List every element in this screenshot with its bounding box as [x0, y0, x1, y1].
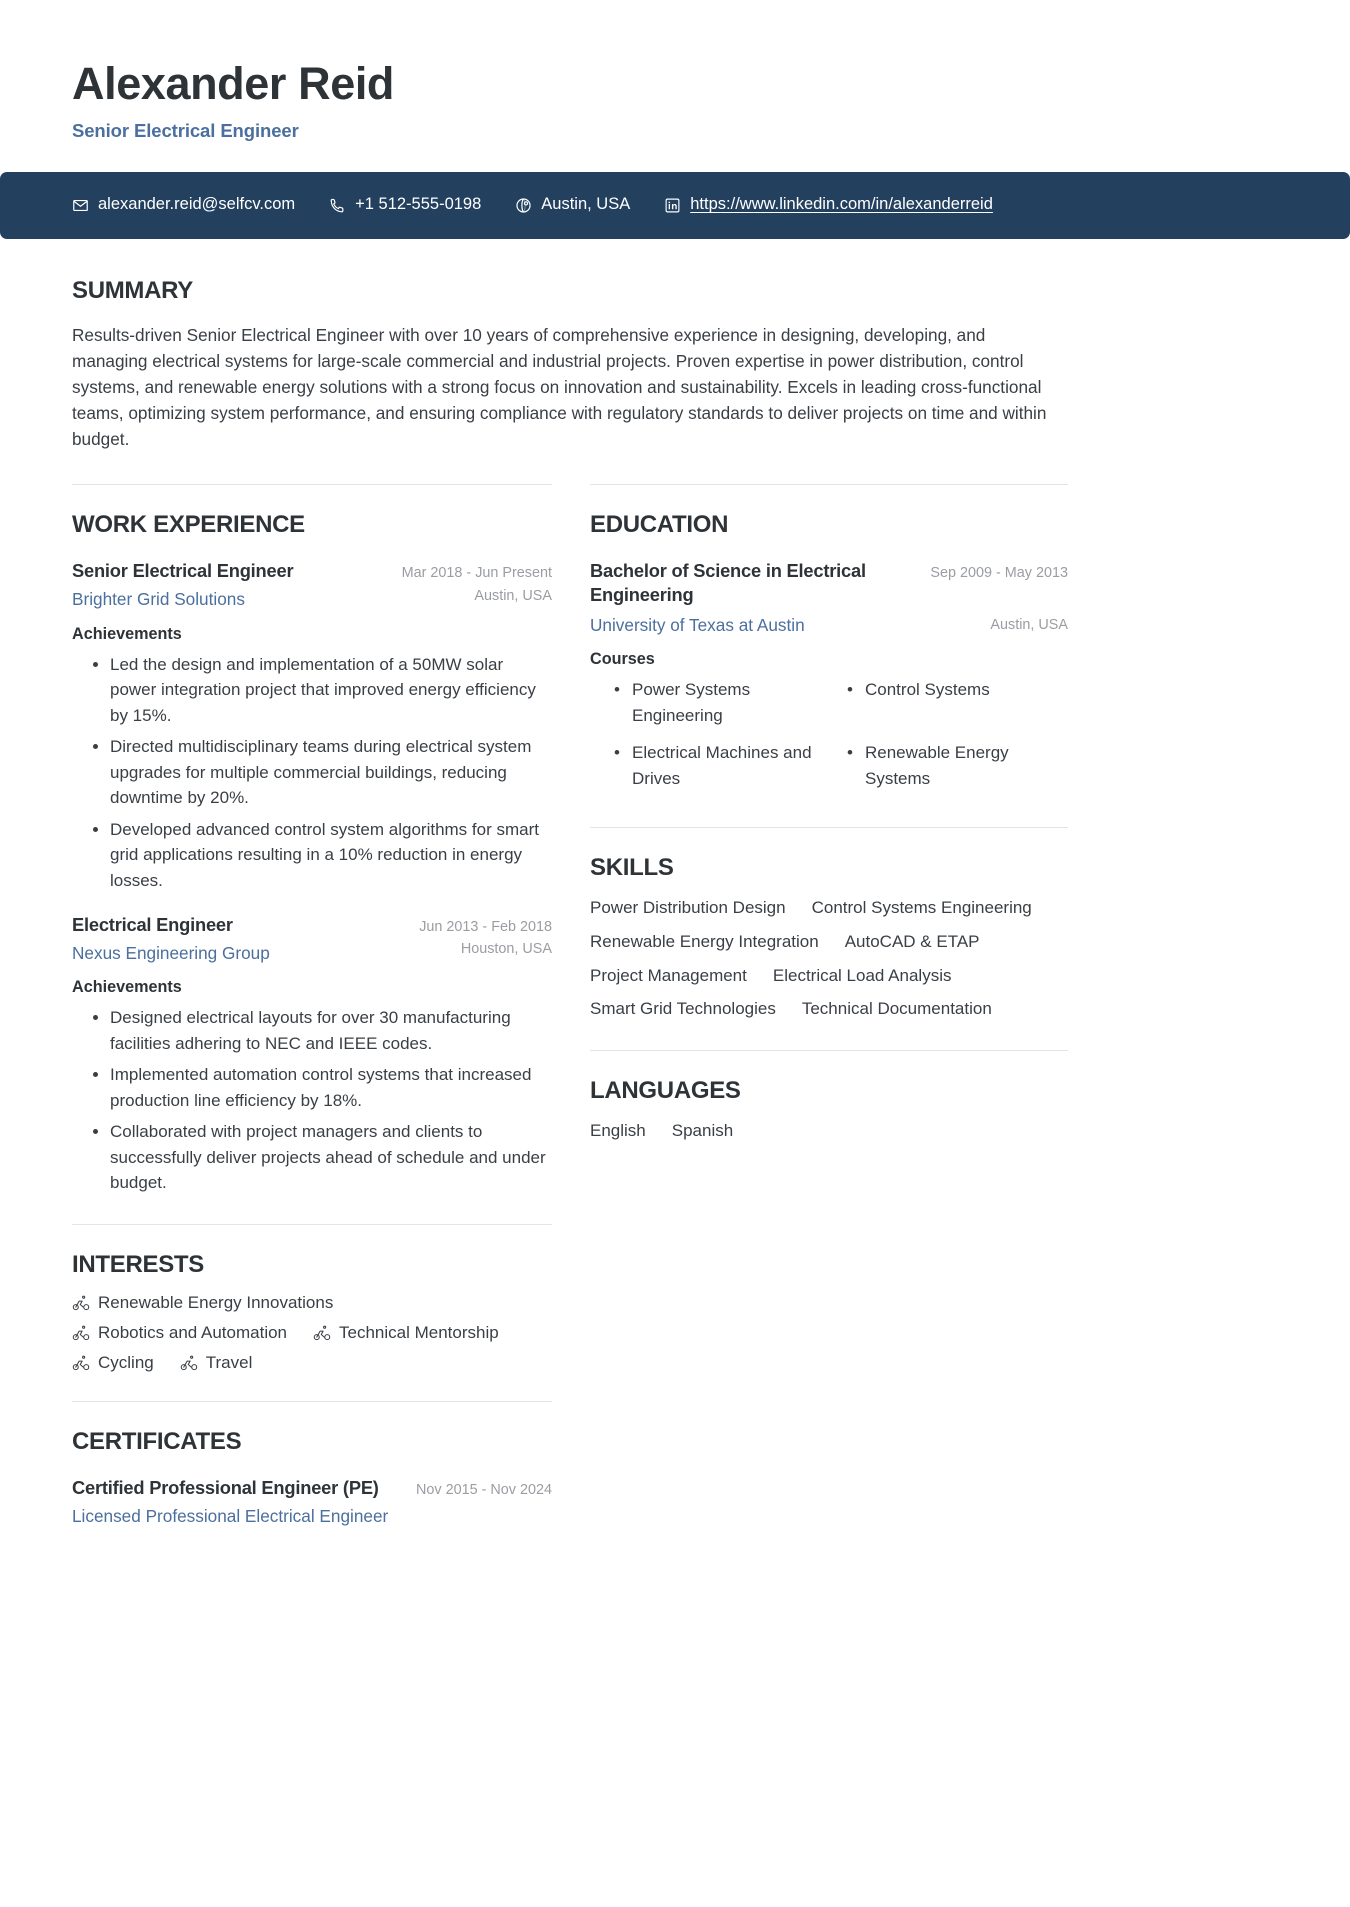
divider — [590, 1050, 1068, 1051]
interests-list — [72, 1293, 542, 1373]
certificate-meta — [416, 1476, 552, 1501]
summary-text: Results-driven Senior Electrical Engineer with over 10 years of comprehensive experience in designing, developing, and managing electrical systems for large-scale commercial and industrial projects. Proven expertise in power distribution, control systems, and renewable energy solutions with a strong focus on innovation and sustainability. Excels in leading cross-functional teams, optimizing system performance, and ensuring compliance with regulatory standards to deliver projects on time and within budget. — [72, 324, 1047, 450]
skills-list — [590, 896, 1060, 1022]
education-org-row — [590, 609, 1068, 636]
education-degree: Bachelor of Science in Electrical Engineering — [590, 560, 866, 606]
summary-section — [0, 239, 1350, 453]
work-experience-section — [72, 511, 552, 1195]
divider — [72, 484, 552, 485]
achievement-item: • Designed electrical layouts for over 30 manufacturing facilities adhering to NEC and IEEE codes. — [110, 1005, 552, 1056]
bicycle-icon — [72, 1354, 90, 1372]
achievements-list — [72, 652, 552, 894]
work-entry — [72, 913, 552, 1196]
divider — [72, 1401, 552, 1402]
divider — [72, 1224, 552, 1225]
work-entry-location: Austin, USA — [474, 587, 552, 604]
certificate-organization: Licensed Professional Electrical Engineer — [72, 1505, 389, 1526]
interest-item — [72, 1323, 287, 1343]
candidate-name: Alexander Reid — [72, 58, 395, 109]
languages-list — [590, 1119, 1060, 1144]
achievements-label: Achievements — [72, 978, 182, 997]
skill-item: Control Systems Engineering — [811, 898, 1032, 918]
certificate-dates: Nov 2015 - Nov 2024 — [416, 1481, 552, 1498]
language-item: Spanish — [671, 1120, 734, 1140]
bicycle-icon — [180, 1354, 198, 1372]
work-entry-header — [72, 913, 552, 964]
bicycle-icon — [72, 1324, 90, 1342]
left-column — [72, 484, 552, 1552]
education-dates: Sep 2009 - May 2013 — [930, 565, 1068, 582]
body-columns — [0, 484, 1350, 1552]
course-item: • Control Systems — [845, 677, 1068, 728]
interests-heading: INTERESTS — [72, 1250, 204, 1278]
education-entry — [590, 559, 1068, 801]
certificate-entry — [72, 1476, 552, 1527]
certificate-entry-main — [72, 1476, 402, 1527]
divider — [590, 484, 1068, 485]
candidate-job-title: Senior Electrical Engineer — [72, 119, 299, 141]
summary-heading: SUMMARY — [72, 276, 194, 304]
skill-item: Power Distribution Design — [590, 898, 786, 918]
work-entry-location: Houston, USA — [460, 941, 552, 958]
right-column — [590, 484, 1068, 1169]
languages-heading: LANGUAGES — [590, 1076, 741, 1104]
contact-phone-text: +1 512-555-0198 — [355, 195, 482, 214]
work-entry-meta — [402, 559, 552, 607]
interest-item — [72, 1293, 542, 1313]
course-item: • Electrical Machines and Drives — [612, 740, 835, 791]
skill-item: Technical Documentation — [801, 999, 992, 1019]
achievement-item: • Developed advanced control system algorithms for smart grid applications resulting in a 10% reduction in energy losses. — [110, 817, 552, 894]
contact-linkedin-link[interactable]: https://www.linkedin.com/in/alexanderreid — [690, 195, 993, 214]
skills-section — [590, 854, 1068, 1022]
contact-email-text: alexander.reid@selfcv.com — [98, 195, 296, 214]
work-entry — [72, 559, 552, 893]
linkedin-icon — [664, 197, 681, 214]
skill-item: Project Management — [590, 965, 747, 985]
resume-header — [0, 0, 1350, 142]
education-location: Austin, USA — [990, 617, 1068, 634]
work-entry-title: Senior Electrical Engineer — [72, 560, 294, 582]
skill-item: AutoCAD & ETAP — [844, 932, 980, 952]
contact-location — [515, 195, 630, 215]
work-entry-main — [72, 913, 405, 964]
bicycle-icon — [313, 1324, 331, 1342]
interest-label: Robotics and Automation — [98, 1322, 288, 1342]
phone-icon — [329, 197, 346, 214]
skill-item: Electrical Load Analysis — [772, 965, 952, 985]
interest-label: Travel — [205, 1352, 253, 1372]
work-entry-organization: Nexus Engineering Group — [72, 942, 270, 963]
education-entry-main — [590, 559, 910, 607]
achievements-list — [72, 1005, 552, 1196]
work-entry-main — [72, 559, 388, 610]
contact-linkedin[interactable] — [664, 195, 993, 215]
contact-bar — [0, 172, 1350, 239]
work-entry-title: Electrical Engineer — [72, 914, 233, 936]
divider — [590, 827, 1068, 828]
contact-location-text: Austin, USA — [541, 195, 631, 214]
skills-heading: SKILLS — [590, 854, 674, 882]
bicycle-icon — [72, 1294, 90, 1312]
education-institution: University of Texas at Austin — [590, 615, 805, 636]
interest-label: Renewable Energy Innovations — [98, 1292, 334, 1312]
globe-icon — [515, 197, 532, 214]
interest-item — [72, 1353, 154, 1373]
course-item: • Renewable Energy Systems — [845, 740, 1068, 791]
courses-label: Courses — [590, 650, 655, 669]
interest-item — [313, 1323, 499, 1343]
work-experience-heading: WORK EXPERIENCE — [72, 511, 305, 539]
achievement-item: • Implemented automation control systems that increased production line efficiency by 18%. — [110, 1062, 552, 1113]
certificate-entry-header — [72, 1476, 552, 1527]
education-section — [590, 511, 1068, 801]
work-entry-organization: Brighter Grid Solutions — [72, 589, 245, 610]
work-entry-dates: Jun 2013 - Feb 2018 — [419, 919, 552, 936]
achievement-item: • Collaborated with project managers and clients to successfully deliver projects ahead of schedule and under budget. — [110, 1119, 552, 1196]
envelope-icon — [72, 197, 89, 214]
education-heading: EDUCATION — [590, 511, 729, 539]
certificates-section — [72, 1428, 552, 1527]
education-entry-header — [590, 559, 1068, 607]
achievement-item: • Directed multidisciplinary teams during electrical system upgrades for multiple commercial buildings, reducing downtime by 20%. — [110, 734, 552, 811]
course-item: • Power Systems Engineering — [612, 677, 835, 728]
contact-phone[interactable] — [329, 195, 481, 215]
language-item: English — [590, 1120, 646, 1140]
skill-item: Smart Grid Technologies — [590, 999, 776, 1019]
achievements-label: Achievements — [72, 624, 182, 643]
achievement-item: • Led the design and implementation of a 50MW solar power integration project that improved energy efficiency by 15%. — [110, 652, 552, 729]
certificates-heading: CERTIFICATES — [72, 1427, 242, 1455]
work-entry-meta — [419, 913, 552, 961]
work-entry-dates: Mar 2018 - Jun Present — [401, 565, 552, 582]
languages-section — [590, 1077, 1068, 1144]
certificate-title: Certified Professional Engineer (PE) — [72, 1476, 379, 1498]
interests-section — [72, 1251, 552, 1373]
interest-label: Cycling — [98, 1352, 154, 1372]
contact-email[interactable] — [72, 195, 295, 215]
interest-item — [180, 1353, 253, 1373]
courses-grid — [590, 677, 1068, 801]
skill-item: Renewable Energy Integration — [590, 932, 819, 952]
work-entry-header — [72, 559, 552, 610]
interest-label: Technical Mentorship — [339, 1322, 499, 1342]
